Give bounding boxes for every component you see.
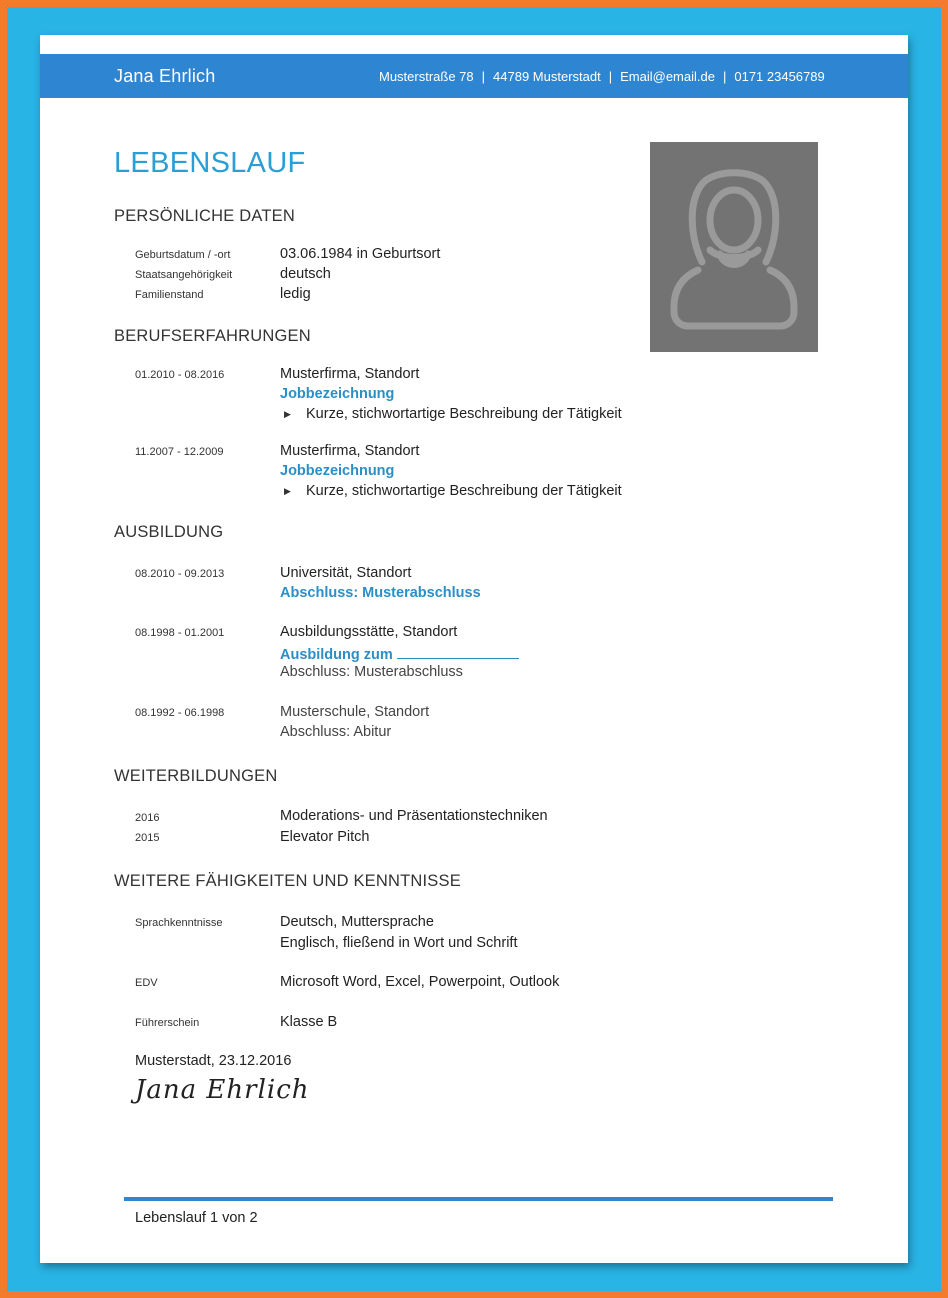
value-language: Deutsch, Muttersprache [280,914,434,930]
header-phone: 0171 23456789 [734,69,825,84]
value-birth: 03.06.1984 in Geburtsort [280,246,441,262]
value-nationality: deutsch [280,266,331,282]
education-place: Musterschule, Standort [280,704,430,720]
place-date: Musterstadt, 23.12.2016 [135,1053,292,1069]
footer-divider [124,1197,833,1201]
footer-page-label: Lebenslauf 1 von 2 [135,1210,258,1226]
education-date: 08.1998 - 01.2001 [135,627,225,639]
education-date: 08.1992 - 06.1998 [135,707,225,719]
header-name: Jana Ehrlich [114,66,216,86]
label-birth: Geburtsdatum / -ort [135,249,231,261]
header-city: 44789 Musterstadt [493,69,601,84]
value-license: Klasse B [280,1014,338,1030]
experience-description: Kurze, stichwortartige Beschreibung der Tätigkeit [306,483,622,499]
education-detail-text: Ausbildung zum [280,647,393,663]
section-education-heading: AUSBILDUNG [114,523,224,541]
signature: Jana Ehrlich [135,1075,310,1105]
education-detail: Abschluss: Musterabschluss [280,585,481,601]
label-marital: Familienstand [135,289,204,301]
education-detail [280,645,519,663]
header-separator: | [608,69,613,84]
training-year: 2015 [135,832,160,844]
header-separator: | [481,69,486,84]
label-license: Führerschein [135,1017,200,1029]
cv-page [40,35,908,1263]
education-place: Ausbildungsstätte, Standort [280,624,458,640]
training-value: Moderations- und Präsentationstechniken [280,808,548,824]
value-marital: ledig [280,286,311,302]
experience-role: Jobbezeichnung [280,386,395,402]
education-extra: Abschluss: Abitur [280,724,392,740]
triangle-right-icon: ▶ [284,409,291,419]
education-date: 08.2010 - 09.2013 [135,568,225,580]
experience-role: Jobbezeichnung [280,463,395,479]
experience-date: 11.2007 - 12.2009 [135,446,224,458]
section-experience-heading: BERUFSERFAHRUNGEN [114,327,311,345]
education-extra: Abschluss: Musterabschluss [280,664,463,680]
section-training-heading: WEITERBILDUNGEN [114,767,278,785]
person-placeholder-icon [650,142,818,352]
experience-company: Musterfirma, Standort [280,443,420,459]
value-edv: Microsoft Word, Excel, Powerpoint, Outlook [280,974,560,990]
page-header [40,54,908,98]
training-year: 2016 [135,812,160,824]
education-place: Universität, Standort [280,565,412,581]
experience-company: Musterfirma, Standort [280,366,420,382]
label-edv: EDV [135,977,158,989]
training-value: Elevator Pitch [280,829,370,845]
value-language: Englisch, fließend in Wort und Schrift [280,935,518,951]
header-separator: | [722,69,727,84]
experience-date: 01.2010 - 08.2016 [135,369,225,381]
section-personal-heading: PERSÖNLICHE DATEN [114,207,295,225]
label-nationality: Staatsangehörigkeit [135,269,233,281]
header-street: Musterstraße 78 [379,69,474,84]
experience-description: Kurze, stichwortartige Beschreibung der Tätigkeit [306,406,622,422]
label-languages: Sprachkenntnisse [135,917,223,929]
header-contact [379,69,825,84]
triangle-right-icon: ▶ [284,486,291,496]
header-email[interactable]: Email@email.de [620,69,715,84]
blank-line [397,645,519,659]
page-title: LEBENSLAUF [114,147,306,179]
section-skills-heading: WEITERE FÄHIGKEITEN UND KENNTNISSE [114,872,461,890]
